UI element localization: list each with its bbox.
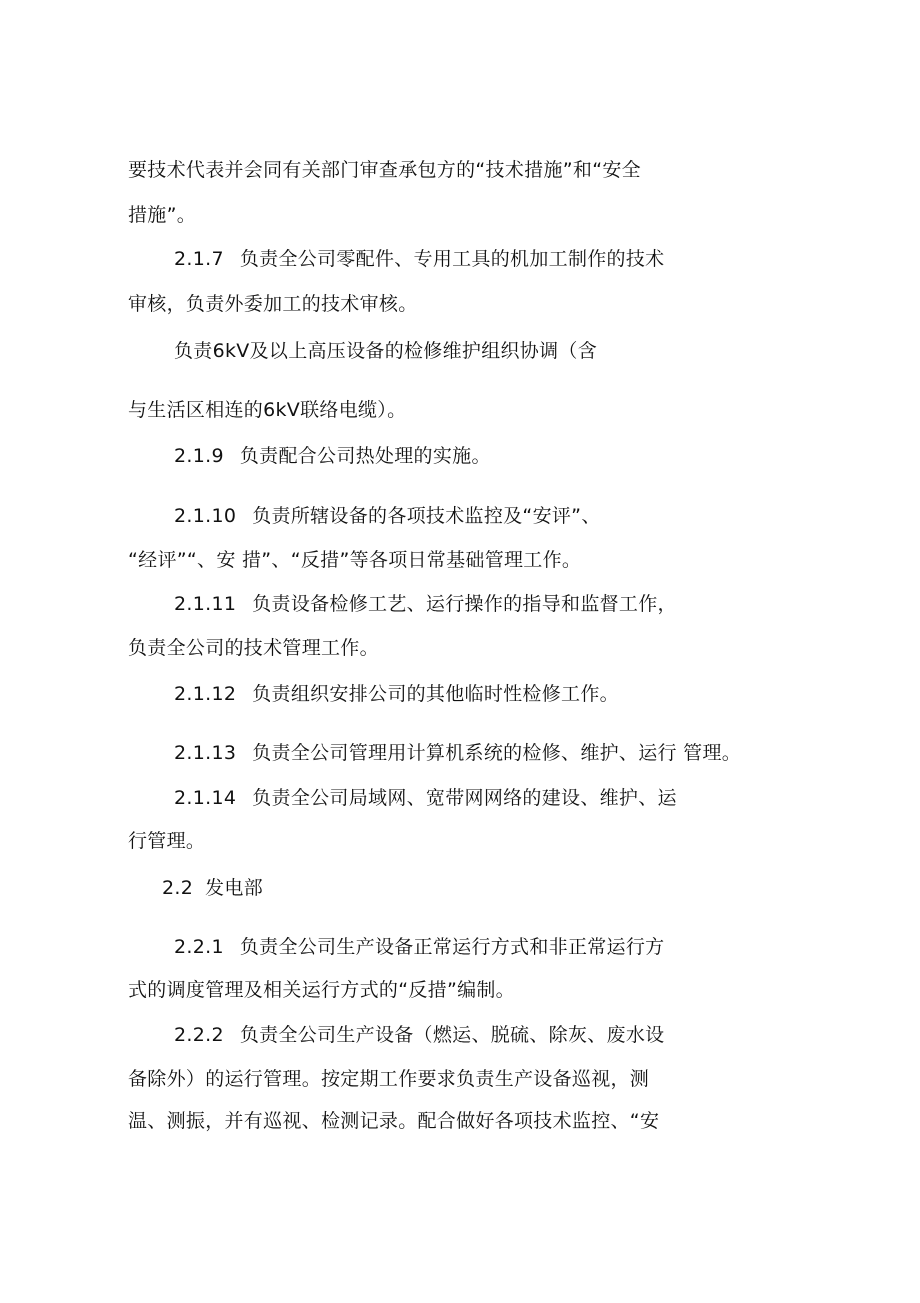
clause-2-1-13 [174,740,741,766]
clause-2-1-12 [174,681,619,707]
clause-2-1-9 [174,443,491,469]
clause-number: 2.1.14 [174,787,237,809]
text-line: 要技术代表并会同有关部门审查承包方的“技术措施”和“安全 [128,159,641,181]
clause-2-2-1 [174,934,664,960]
clause-text: 负责全公司局域网、宽带网网络的建设、维护、运 [252,787,677,809]
clause-2-1-14 [174,785,677,811]
clause-text: 负责全公司管理用计算机系统的检修、维护、运行 管理。 [252,742,742,764]
clause-text: 负责设备检修工艺、运行操作的指导和监督工作， [252,593,677,615]
clause-text: 负责配合公司热处理的实施。 [239,445,491,467]
section-number: 2.2 [162,877,194,899]
text-line: 负责6kV及以上高压设备的检修维护组织协调（含 [174,340,597,362]
text-line: 审核，负责外委加工的技术审核。 [128,293,418,315]
text-line: 负责全公司的技术管理工作。 [128,637,379,659]
clause-2-1-10 [174,503,601,529]
clause-text: 负责全公司零配件、专用工具的机加工制作的技术 [239,248,665,270]
clause-number: 2.1.10 [174,505,237,527]
clause-number: 2.1.9 [174,445,224,467]
clause-number: 2.2.1 [174,936,224,958]
clause-2-2-2 [174,1022,664,1048]
clause-number: 2.1.7 [174,248,224,270]
text-line: 温、测振，并有巡视、检测记录。配合做好各项技术监控、“安 [128,1110,660,1132]
text-line: 行管理。 [128,830,206,852]
section-title: 发电部 [205,877,264,899]
section-2-2-heading [162,875,263,901]
clause-2-1-11 [174,591,677,617]
text-line: 与生活区相连的6kV联络电缆）。 [128,399,407,421]
clause-number: 2.1.12 [174,683,237,705]
text-line: 式的调度管理及相关运行方式的“反措”编制。 [128,979,515,1001]
clause-text: 负责全公司生产设备正常运行方式和非正常运行方 [239,936,665,958]
clause-text: 负责组织安排公司的其他临时性检修工作。 [252,683,619,705]
text-line: 备除外）的运行管理。按定期工作要求负责生产设备巡视，测 [128,1068,650,1090]
text-line: “经评”“、安 措”、“反措”等各项日常基础管理工作。 [128,549,582,571]
clause-number: 2.1.13 [174,742,237,764]
clause-text: 负责所辖设备的各项技术监控及“安评”、 [252,505,601,527]
text-line: 措施”。 [128,204,197,226]
clause-2-1-7 [174,246,664,272]
clause-number: 2.2.2 [174,1024,224,1046]
clause-text: 负责全公司生产设备（燃运、脱硫、除灰、废水设 [239,1024,665,1046]
clause-number: 2.1.11 [174,593,237,615]
